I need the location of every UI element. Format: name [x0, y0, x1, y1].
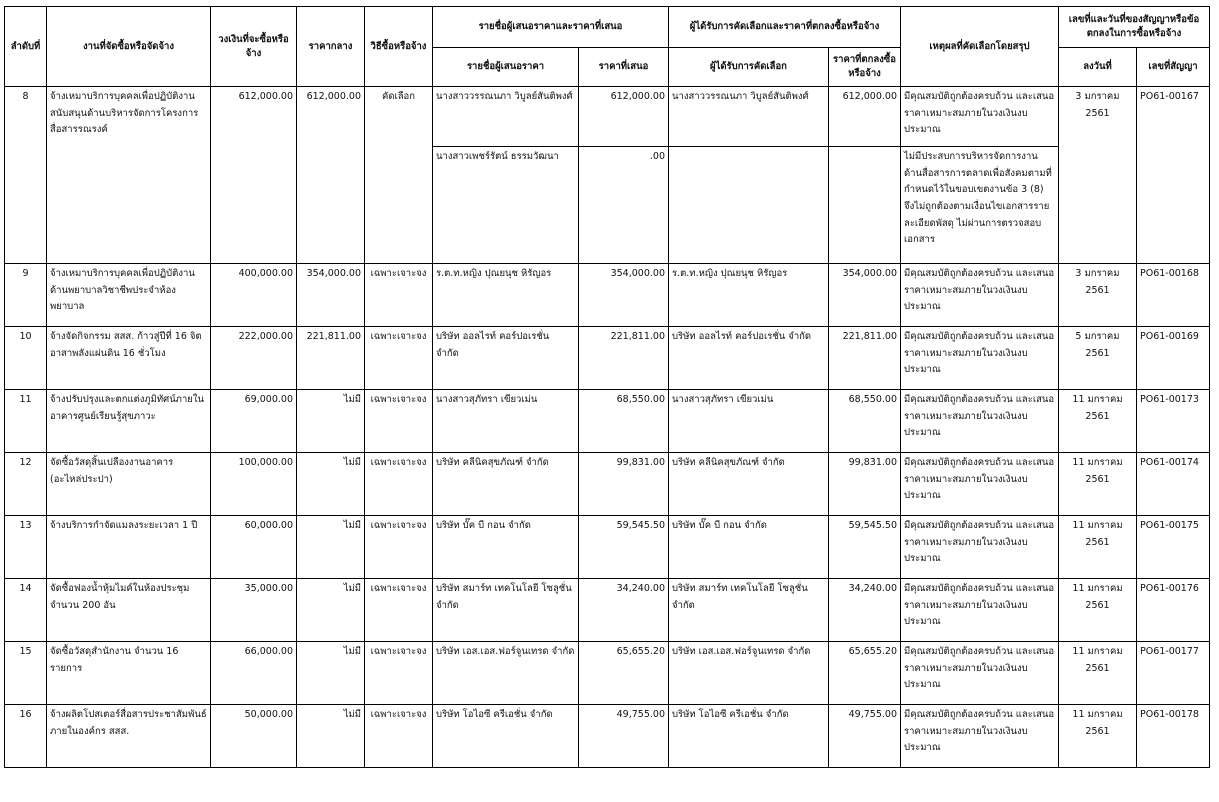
cell-work: จ้างเหมาบริการบุคคลเพื่อปฏิบัติงานด้านพยาบาลวิชาชีพประจำห้องพยาบาล	[47, 264, 211, 327]
header-median-price: ราคากลาง	[297, 7, 365, 87]
cell-agreed-price: 221,811.00	[829, 327, 901, 390]
table-row	[5, 390, 1210, 453]
table-row	[5, 579, 1210, 642]
cell-budget: 66,000.00	[211, 642, 297, 705]
cell-agreed-price: 59,545.50	[829, 516, 901, 579]
cell-contract-no: PO61-00168	[1137, 264, 1210, 327]
header-no: ลำดับที่	[5, 7, 47, 87]
cell-work: จัดซื้อวัสดุสำนักงาน จำนวน 16 รายการ	[47, 642, 211, 705]
cell-bidder: นางสาวสุภัทรา เขียวเม่น	[433, 390, 579, 453]
cell-contract-no: PO61-00174	[1137, 453, 1210, 516]
cell-no: 10	[5, 327, 47, 390]
cell-agreed-price	[829, 147, 901, 264]
procurement-table	[4, 6, 1210, 768]
cell-date: 3 มกราคม 2561	[1059, 264, 1137, 327]
cell-median-price: 612,000.00	[297, 87, 365, 264]
cell-work: จัดซื้อวัสดุสิ้นเปลืองงานอาคาร (อะไหล่ประปา)	[47, 453, 211, 516]
cell-method: เฉพาะเจาะจง	[365, 390, 433, 453]
cell-bid-price: .00	[579, 147, 669, 264]
header-date: ลงวันที่	[1059, 48, 1137, 87]
header-method: วิธีซื้อหรือจ้าง	[365, 7, 433, 87]
cell-bid-price: 612,000.00	[579, 87, 669, 147]
cell-reason: มีคุณสมบัติถูกต้องครบถ้วน และเสนอราคาเหมาะสมภายในวงเงินงบประมาณ	[901, 579, 1059, 642]
cell-bid-price: 65,655.20	[579, 642, 669, 705]
cell-reason: มีคุณสมบัติถูกต้องครบถ้วน และเสนอราคาเหมาะสมภายในวงเงินงบประมาณ	[901, 264, 1059, 327]
cell-method: เฉพาะเจาะจง	[365, 705, 433, 768]
cell-bid-price: 354,000.00	[579, 264, 669, 327]
header-work: งานที่จัดซื้อหรือจัดจ้าง	[47, 7, 211, 87]
cell-reason: มีคุณสมบัติถูกต้องครบถ้วน และเสนอราคาเหมาะสมภายในวงเงินงบประมาณ	[901, 642, 1059, 705]
cell-reason: มีคุณสมบัติถูกต้องครบถ้วน และเสนอราคาเหมาะสมภายในวงเงินงบประมาณ	[901, 516, 1059, 579]
cell-bid-price: 68,550.00	[579, 390, 669, 453]
header-bid-price: ราคาที่เสนอ	[579, 48, 669, 87]
header-reason: เหตุผลที่คัดเลือกโดยสรุป	[901, 7, 1059, 87]
cell-contract-no: PO61-00173	[1137, 390, 1210, 453]
cell-winner: นางสาววรรณนภา วิบูลย์สันติพงศ์	[669, 87, 829, 147]
cell-bidder: บริษัท บั๊ค บี กอน จำกัด	[433, 516, 579, 579]
cell-contract-no: PO61-00178	[1137, 705, 1210, 768]
cell-winner: นางสาวสุภัทรา เขียวเม่น	[669, 390, 829, 453]
header-contract-group: เลขที่และวันที่ของสัญญาหรือข้อตกลงในการซื้อหรือจ้าง	[1059, 7, 1210, 48]
cell-budget: 35,000.00	[211, 579, 297, 642]
cell-median-price: ไม่มี	[297, 579, 365, 642]
cell-date: 11 มกราคม 2561	[1059, 642, 1137, 705]
cell-budget: 612,000.00	[211, 87, 297, 264]
cell-bidder: ร.ต.ท.หญิง ปุณยนุช หิรัญอร	[433, 264, 579, 327]
cell-bidder: บริษัท คลีนิคสุขภัณฑ์ จำกัด	[433, 453, 579, 516]
cell-budget: 69,000.00	[211, 390, 297, 453]
header-bidder-name: รายชื่อผู้เสนอราคา	[433, 48, 579, 87]
table-row	[5, 642, 1210, 705]
cell-method: เฉพาะเจาะจง	[365, 579, 433, 642]
cell-bid-price: 59,545.50	[579, 516, 669, 579]
cell-work: จัดซื้อฟองน้ำหุ้มไมค์ในห้องประชุมจำนวน 200 อัน	[47, 579, 211, 642]
cell-no: 12	[5, 453, 47, 516]
cell-no: 8	[5, 87, 47, 264]
cell-contract-no: PO61-00169	[1137, 327, 1210, 390]
header-bidders-group: รายชื่อผู้เสนอราคาและราคาที่เสนอ	[433, 7, 669, 48]
cell-median-price: ไม่มี	[297, 516, 365, 579]
header-budget: วงเงินที่จะซื้อหรือจ้าง	[211, 7, 297, 87]
cell-work: จ้างจัดกิจกรรม สสส. ก้าวสู่ปีที่ 16 จิตอาสาพลังแผ่นดิน 16 ชั่วโมง	[47, 327, 211, 390]
cell-bid-price: 221,811.00	[579, 327, 669, 390]
cell-bid-price: 34,240.00	[579, 579, 669, 642]
table-header	[5, 7, 1210, 87]
table-row	[5, 453, 1210, 516]
cell-budget: 222,000.00	[211, 327, 297, 390]
header-winner-group: ผู้ได้รับการคัดเลือกและราคาที่ตกลงซื้อหรือจ้าง	[669, 7, 901, 48]
cell-median-price: ไม่มี	[297, 390, 365, 453]
header-winner-name: ผู้ได้รับการคัดเลือก	[669, 48, 829, 87]
cell-date: 5 มกราคม 2561	[1059, 327, 1137, 390]
cell-agreed-price: 99,831.00	[829, 453, 901, 516]
cell-agreed-price: 49,755.00	[829, 705, 901, 768]
cell-winner: บริษัท โอไอซี ครีเอชั่น จำกัด	[669, 705, 829, 768]
cell-date: 11 มกราคม 2561	[1059, 390, 1137, 453]
cell-winner: บริษัท คลีนิคสุขภัณฑ์ จำกัด	[669, 453, 829, 516]
cell-agreed-price: 34,240.00	[829, 579, 901, 642]
cell-method: เฉพาะเจาะจง	[365, 642, 433, 705]
cell-agreed-price: 354,000.00	[829, 264, 901, 327]
table-body	[5, 87, 1210, 768]
cell-winner: บริษัท เอส.เอส.ฟอร์จูนเทรด จำกัด	[669, 642, 829, 705]
cell-budget: 400,000.00	[211, 264, 297, 327]
cell-reason: มีคุณสมบัติถูกต้องครบถ้วน และเสนอราคาเหมาะสมภายในวงเงินงบประมาณ	[901, 327, 1059, 390]
cell-median-price: 354,000.00	[297, 264, 365, 327]
cell-no: 11	[5, 390, 47, 453]
cell-reason: มีคุณสมบัติถูกต้องครบถ้วน และเสนอราคาเหมาะสมภายในวงเงินงบประมาณ	[901, 390, 1059, 453]
cell-contract-no: PO61-00177	[1137, 642, 1210, 705]
cell-bidder: บริษัท ออลไรท์ คอร์ปอเรชั่น จำกัด	[433, 327, 579, 390]
cell-reason: มีคุณสมบัติถูกต้องครบถ้วน และเสนอราคาเหมาะสมภายในวงเงินงบประมาณ	[901, 87, 1059, 147]
cell-method: เฉพาะเจาะจง	[365, 327, 433, 390]
cell-date: 11 มกราคม 2561	[1059, 705, 1137, 768]
table-row	[5, 327, 1210, 390]
cell-bid-price: 99,831.00	[579, 453, 669, 516]
cell-work: จ้างบริการกำจัดแมลงระยะเวลา 1 ปี	[47, 516, 211, 579]
cell-method: เฉพาะเจาะจง	[365, 264, 433, 327]
cell-agreed-price: 612,000.00	[829, 87, 901, 147]
cell-contract-no: PO61-00167	[1137, 87, 1210, 264]
cell-budget: 50,000.00	[211, 705, 297, 768]
cell-winner: ร.ต.ท.หญิง ปุณยนุช หิรัญอร	[669, 264, 829, 327]
cell-contract-no: PO61-00176	[1137, 579, 1210, 642]
cell-bidder: นางสาววรรณนภา วิบูลย์สันติพงศ์	[433, 87, 579, 147]
cell-work: จ้างปรับปรุงและตกแต่งภูมิทัศน์ภายในอาคารศูนย์เรียนรู้สุขภาวะ	[47, 390, 211, 453]
header-contract-no: เลขที่สัญญา	[1137, 48, 1210, 87]
table-row	[5, 516, 1210, 579]
header-agreed-price: ราคาที่ตกลงซื้อหรือจ้าง	[829, 48, 901, 87]
cell-reason: ไม่มีประสบการบริหารจัดการงานด้านสื่อสารการตลาดเพื่อสังคมตามที่กำหนดไว้ในขอบเขตงานข้อ 3 (8) จึงไม่ถูกต้องตามเงื่อนไขเอกสารรายละเอียดพัสดุ ไม่ผ่านการตรวจสอบเอกสาร	[901, 147, 1059, 264]
cell-date: 11 มกราคม 2561	[1059, 579, 1137, 642]
table-row	[5, 264, 1210, 327]
cell-no: 13	[5, 516, 47, 579]
table-row	[5, 87, 1210, 147]
cell-bid-price: 49,755.00	[579, 705, 669, 768]
cell-date: 3 มกราคม 2561	[1059, 87, 1137, 264]
cell-winner: บริษัท บั๊ค บี กอน จำกัด	[669, 516, 829, 579]
cell-reason: มีคุณสมบัติถูกต้องครบถ้วน และเสนอราคาเหมาะสมภายในวงเงินงบประมาณ	[901, 453, 1059, 516]
cell-median-price: ไม่มี	[297, 642, 365, 705]
cell-no: 9	[5, 264, 47, 327]
cell-work: จ้างเหมาบริการบุคคลเพื่อปฏิบัติงานสนับสนุนด้านบริหารจัดการโครงการสื่อสารรณรงค์	[47, 87, 211, 264]
cell-no: 16	[5, 705, 47, 768]
cell-bidder: บริษัท สมาร์ท เทคโนโลยี โซลูชั่น จำกัด	[433, 579, 579, 642]
cell-bidder: บริษัท โอไอซี ครีเอชั่น จำกัด	[433, 705, 579, 768]
cell-agreed-price: 65,655.20	[829, 642, 901, 705]
cell-median-price: ไม่มี	[297, 453, 365, 516]
cell-work: จ้างผลิตโปสเตอร์สื่อสารประชาสัมพันธ์ภายในองค์กร สสส.	[47, 705, 211, 768]
cell-method: เฉพาะเจาะจง	[365, 453, 433, 516]
cell-no: 14	[5, 579, 47, 642]
table-row	[5, 705, 1210, 768]
cell-winner	[669, 147, 829, 264]
cell-budget: 100,000.00	[211, 453, 297, 516]
cell-winner: บริษัท ออลไรท์ คอร์ปอเรชั่น จำกัด	[669, 327, 829, 390]
procurement-report-sheet	[4, 6, 1209, 768]
cell-method: คัดเลือก	[365, 87, 433, 264]
cell-no: 15	[5, 642, 47, 705]
cell-winner: บริษัท สมาร์ท เทคโนโลยี โซลูชั่น จำกัด	[669, 579, 829, 642]
cell-budget: 60,000.00	[211, 516, 297, 579]
cell-median-price: 221,811.00	[297, 327, 365, 390]
cell-bidder: นางสาวเพชร์รัตน์ ธรรมวัฒนา	[433, 147, 579, 264]
cell-bidder: บริษัท เอส.เอส.ฟอร์จูนเทรด จำกัด	[433, 642, 579, 705]
cell-agreed-price: 68,550.00	[829, 390, 901, 453]
cell-date: 11 มกราคม 2561	[1059, 453, 1137, 516]
cell-date: 11 มกราคม 2561	[1059, 516, 1137, 579]
cell-reason: มีคุณสมบัติถูกต้องครบถ้วน และเสนอราคาเหมาะสมภายในวงเงินงบประมาณ	[901, 705, 1059, 768]
cell-contract-no: PO61-00175	[1137, 516, 1210, 579]
cell-method: เฉพาะเจาะจง	[365, 516, 433, 579]
cell-median-price: ไม่มี	[297, 705, 365, 768]
